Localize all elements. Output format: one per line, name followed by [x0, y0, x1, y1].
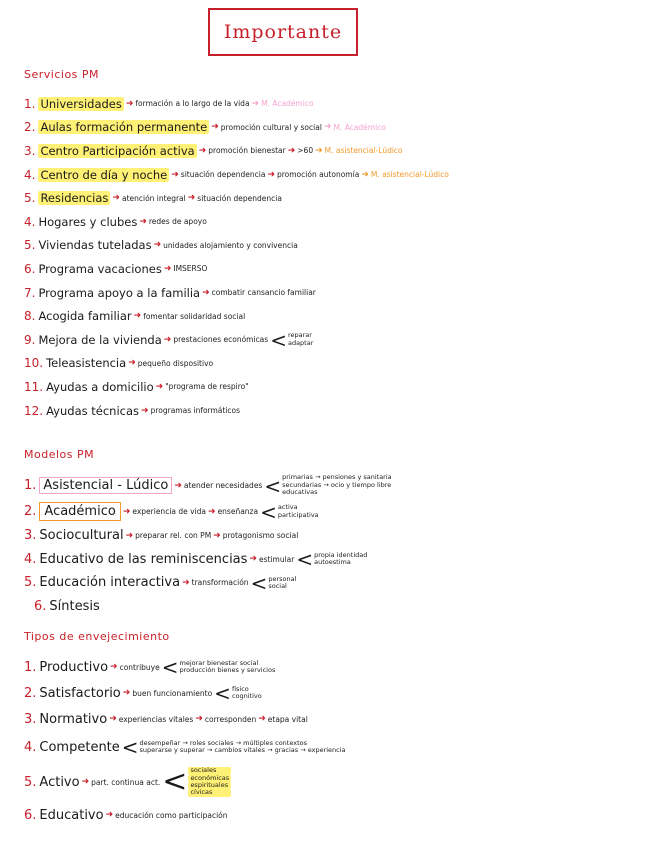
list-item	[24, 328, 644, 352]
arrow-icon: ➜	[110, 662, 118, 672]
item-detail: situación dependencia	[180, 170, 266, 180]
branch-item: adaptar	[287, 338, 314, 347]
item-detail: experiencia de vida	[132, 507, 207, 516]
branch-item: participativa	[277, 510, 319, 519]
arrow-icon: ➜	[211, 122, 219, 133]
branch-list	[232, 686, 262, 701]
item-number: 8.	[24, 309, 36, 324]
arrow-icon: ➜	[141, 405, 149, 416]
branch-list	[140, 740, 346, 755]
item-number: 11.	[24, 379, 44, 394]
brace-icon: <	[264, 473, 282, 498]
list-item	[24, 257, 644, 281]
branch-item: social	[268, 581, 287, 590]
branch-item: espirituales	[188, 782, 231, 789]
item-label: Acogida familiar	[38, 309, 132, 324]
item-label: Centro de día y noche	[40, 167, 168, 182]
arrow-icon: ➜	[125, 98, 134, 109]
item-label: Síntesis	[49, 599, 100, 615]
list-item	[24, 139, 644, 163]
brace-icon: <	[260, 499, 277, 524]
arrow-icon: ➜	[267, 169, 275, 180]
item-label: Normativo	[39, 711, 108, 727]
list-item	[24, 304, 644, 328]
arrow-icon: ➜	[171, 169, 179, 180]
branch-list	[282, 474, 392, 496]
item-detail: contribuye	[119, 662, 160, 672]
item-label: Educativo de las reminiscencias	[39, 551, 248, 567]
item-label: Universidades	[40, 96, 122, 111]
item-number: 1.	[24, 659, 37, 675]
item-number: 10.	[24, 356, 44, 371]
item-detail: transformación	[191, 578, 249, 588]
list-item	[24, 472, 644, 499]
branch-item: mejorar bienestar social	[179, 658, 259, 667]
title-box	[208, 8, 358, 56]
arrow-icon: ➜	[198, 145, 207, 156]
arrow-icon: ➜	[174, 480, 182, 491]
arrow-icon: ➜	[208, 506, 216, 517]
arrow-icon: ➜	[249, 554, 257, 565]
item-detail: atender necesidades	[183, 481, 263, 490]
branch-item: autoestima	[314, 558, 351, 567]
branch-item: secundarias → ocio y tiempo libre	[282, 480, 392, 489]
item-number: 5.	[24, 575, 37, 591]
branch-list	[278, 504, 319, 519]
arrow-icon: ➜	[133, 311, 142, 322]
branch-item: reparar	[287, 331, 312, 340]
arrow-icon: ➜	[187, 193, 196, 204]
arrow-icon: ➜	[109, 714, 117, 724]
list-item	[24, 375, 644, 399]
branch-item: personal	[268, 574, 297, 583]
arrow-icon: ➜	[202, 287, 210, 298]
item-number: 5.	[24, 774, 37, 790]
item-label: Teleasistencia	[46, 356, 127, 371]
arrow-icon: ➜	[315, 145, 323, 156]
item-label: Académico	[39, 502, 120, 521]
branch-list	[179, 660, 275, 675]
item-label: Mejora de la vivienda	[38, 332, 162, 347]
branch-item: activa	[277, 503, 298, 512]
list-item	[24, 706, 644, 732]
arrow-icon: ➜	[163, 334, 172, 345]
item-extra: enseñanza	[217, 507, 259, 516]
list-item	[24, 399, 644, 423]
branch-list	[268, 576, 296, 591]
arrow-icon: ➜	[122, 688, 131, 698]
item-number: 3.	[24, 528, 37, 544]
list-item	[24, 762, 644, 802]
item-label: Ayudas a domicilio	[46, 379, 154, 394]
branch-item: sociales	[188, 767, 231, 774]
item-label: Programa vacaciones	[38, 261, 162, 276]
item-detail: combatir cansancio familiar	[211, 288, 316, 298]
item-label: Productivo	[39, 659, 109, 675]
item-detail: preparar rel. con PM	[135, 531, 212, 541]
item-detail: experiencias vitales	[118, 714, 194, 724]
section-servicios	[24, 66, 644, 422]
item-detail: atención integral	[121, 193, 186, 203]
item-number: 7.	[24, 285, 36, 300]
item-tag: M. asistencial-Lúdico	[324, 146, 403, 156]
arrow-icon: ➜	[323, 122, 332, 133]
list-item	[24, 548, 644, 572]
branch-list	[314, 552, 367, 567]
list-item	[24, 116, 644, 140]
branch-item: propia identidad	[314, 550, 368, 559]
item-detail: unidades alojamiento y convivencia	[163, 240, 298, 250]
list-item	[24, 210, 644, 234]
branch-item: superarse y superar → cambios vitales → gracias → experiencia	[139, 746, 346, 754]
item-number: 5.	[24, 191, 36, 206]
branch-item: cognitivo	[231, 692, 262, 700]
item-detail: fomentar solidaridad social	[143, 311, 246, 321]
item-label: Programa apoyo a la familia	[38, 285, 201, 300]
item-number: 1.	[24, 96, 36, 111]
arrow-icon: ➜	[213, 530, 221, 541]
item-label: Educativo	[39, 807, 104, 823]
item-number: 6.	[34, 599, 47, 615]
item-detail: formación a lo largo de la vida	[135, 99, 250, 109]
item-label: Centro Participación activa	[40, 143, 195, 158]
arrow-icon: ➜	[258, 714, 266, 724]
brace-icon: <	[214, 681, 231, 705]
item-label: Hogares y clubes	[38, 214, 138, 229]
branch-item: producción bienes y servicios	[179, 666, 276, 674]
section-heading: Tipos de envejecimiento	[24, 630, 170, 643]
branch-item: primarias → pensiones y sanitaria	[282, 473, 392, 482]
arrow-icon: ➜	[287, 145, 296, 156]
item-number: 3.	[24, 143, 36, 158]
arrow-icon: ➜	[128, 358, 136, 369]
item-detail: promoción bienestar	[208, 146, 286, 156]
branch-item: cívicas	[188, 789, 231, 796]
item-tag: M. Académico	[333, 122, 386, 132]
section-heading: Modelos PM	[24, 448, 95, 461]
item-number: 4.	[24, 739, 37, 755]
item-number: 6.	[24, 261, 36, 276]
page-title: Importante	[223, 21, 343, 43]
branch-item: educativas	[282, 488, 318, 497]
section-modelos	[24, 446, 644, 618]
brace-icon: <	[250, 570, 268, 595]
section-heading: Servicios PM	[24, 68, 100, 81]
item-detail: educación como participación	[115, 810, 228, 820]
brace-icon: <	[121, 735, 139, 759]
arrow-icon: ➜	[81, 777, 90, 787]
list-item	[24, 234, 644, 258]
item-label: Educación interactiva	[39, 575, 181, 591]
list-item	[24, 654, 644, 680]
item-number: 5.	[24, 238, 36, 253]
list-item	[24, 732, 644, 762]
item-label: Ayudas técnicas	[46, 403, 140, 418]
item-tag: M. asistencial-Lúdico	[370, 170, 449, 180]
item-label: Viviendas tuteladas	[38, 238, 152, 253]
list-item	[24, 595, 644, 619]
item-detail: redes de apoyo	[148, 217, 207, 227]
item-extra: protagonismo social	[222, 531, 299, 541]
list-item	[24, 524, 644, 548]
brace-icon: <	[296, 547, 314, 572]
item-detail: programas informáticos	[150, 406, 241, 416]
item-extra: etapa vital	[267, 714, 308, 724]
item-detail: prestaciones económicas	[173, 335, 269, 345]
arrow-icon: ➜	[125, 530, 134, 541]
list-item	[24, 92, 644, 116]
list-item	[24, 802, 644, 828]
item-number: 12.	[24, 403, 44, 418]
item-label: Aulas formación permanente	[40, 120, 208, 135]
item-number: 4.	[24, 167, 36, 182]
arrow-icon: ➜	[155, 381, 164, 392]
list-item	[24, 352, 644, 376]
item-number: 2.	[24, 504, 37, 519]
arrow-icon: ➜	[163, 263, 172, 274]
item-detail: pequeño dispositivo	[137, 358, 214, 368]
list-item	[24, 163, 644, 187]
item-label: Activo	[39, 774, 80, 790]
section-tipos	[24, 628, 644, 828]
arrow-icon: ➜	[112, 193, 120, 204]
arrow-icon: ➜	[105, 810, 114, 820]
item-label: Sociocultural	[39, 528, 124, 544]
branch-list	[288, 332, 313, 347]
item-tag: M. Académico	[261, 99, 314, 109]
item-extra: corresponden	[204, 714, 257, 724]
branch-item: físico	[231, 684, 249, 693]
brace-icon: <	[161, 655, 179, 679]
item-extra: >60	[297, 146, 314, 156]
arrow-icon: ➜	[361, 169, 369, 180]
branch-item: económicas	[190, 773, 230, 782]
arrow-icon: ➜	[122, 506, 131, 517]
arrow-icon: ➜	[251, 98, 260, 109]
item-number: 4.	[24, 551, 37, 567]
item-detail: "programa de respiro"	[165, 382, 249, 392]
item-detail: part. continua act.	[91, 777, 161, 787]
arrow-icon: ➜	[182, 577, 190, 588]
brace-icon: <	[270, 327, 287, 352]
arrow-icon: ➜	[139, 216, 147, 227]
item-detail: promoción cultural y social	[220, 122, 322, 132]
arrow-icon: ➜	[195, 714, 203, 724]
item-detail: buen funcionamiento	[132, 688, 213, 698]
list-item	[24, 186, 644, 210]
item-number: 2.	[24, 685, 37, 701]
item-number: 9.	[24, 332, 36, 347]
item-number: 1.	[24, 478, 37, 493]
branch-list	[188, 767, 231, 797]
item-extra: situación dependencia	[197, 193, 282, 203]
item-label: Competente	[39, 739, 120, 755]
item-label: Residencias	[40, 191, 109, 206]
item-number: 6.	[24, 807, 37, 823]
item-extra: promoción autonomía	[276, 170, 360, 180]
list-item	[24, 499, 644, 524]
list-item	[24, 680, 644, 706]
arrow-icon: ➜	[153, 240, 162, 251]
branch-item: desempeñar → roles sociales → múltiples contextos	[139, 738, 307, 747]
item-number: 2.	[24, 120, 36, 135]
item-label: Asistencial - Lúdico	[39, 477, 172, 494]
item-label: Satisfactorio	[39, 685, 121, 701]
list-item	[24, 281, 644, 305]
item-number: 3.	[24, 711, 37, 727]
list-item	[24, 571, 644, 595]
item-number: 4.	[24, 214, 36, 229]
brace-icon: <	[162, 764, 188, 799]
item-detail: estimular	[258, 554, 295, 564]
item-detail: IMSERSO	[173, 264, 208, 274]
